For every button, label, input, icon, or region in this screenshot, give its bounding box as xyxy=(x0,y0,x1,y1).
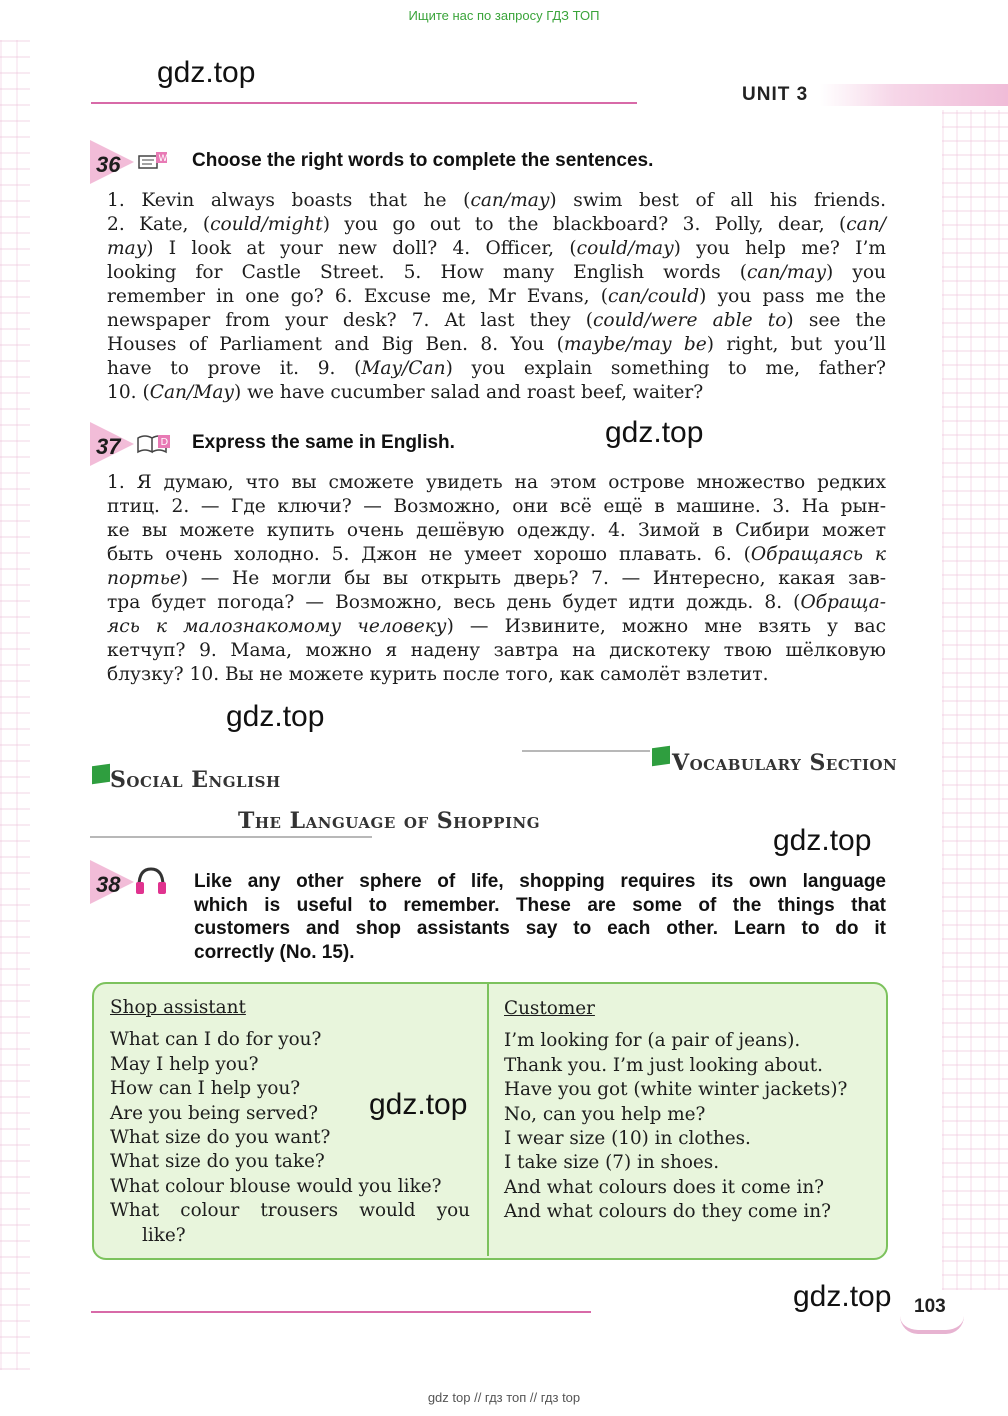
unit-bar xyxy=(820,84,1008,106)
exercise-36-line: newspaper from your desk? 7. At last they (could/were able to) see the xyxy=(107,310,887,331)
right-decoration xyxy=(942,110,1008,1290)
phrase: Thank you. I’m just looking about. xyxy=(504,1054,823,1076)
shop-assistant-heading: Shop assistant xyxy=(110,997,246,1018)
headphones-icon xyxy=(134,866,168,896)
phrase: I’m looking for (a pair of jeans). xyxy=(504,1030,801,1052)
exercise-37-line: ке вы можете купить очень дешёвую одежду. 4. Зимой в Сибири может xyxy=(107,520,886,541)
phrase: Are you being served? xyxy=(110,1102,318,1124)
phrase: What size do you take? xyxy=(110,1151,325,1173)
phrase: What can I do for you? xyxy=(110,1029,322,1051)
exercise-37-line: 1. Я думаю, что вы сможете увидеть на этом острове множество редких xyxy=(107,472,886,493)
phrase: How can I help you? xyxy=(110,1078,301,1100)
svg-text:W: W xyxy=(158,154,168,164)
phrase: Have you got (white winter jackets)? xyxy=(504,1079,848,1101)
watermark: gdz.top xyxy=(226,700,325,733)
phrase: I take size (7) in shoes. xyxy=(504,1152,720,1174)
exercise-38-line: which is useful to remember. These are some of the things that xyxy=(194,894,886,916)
phrase: No, can you help me? xyxy=(504,1103,706,1125)
shopping-rule xyxy=(90,836,372,838)
customer-column xyxy=(504,997,874,1225)
phrase: And what colours do they come in? xyxy=(504,1201,831,1223)
table-divider xyxy=(487,984,489,1256)
book-icon xyxy=(136,432,172,456)
exercise-36-line: have to prove it. 9. (May/Can) you explain something to me, father? xyxy=(107,358,886,379)
vocabulary-rule xyxy=(522,750,650,752)
watermark: gdz.top xyxy=(773,824,872,857)
exercise-38-line: correctly (No. 15). xyxy=(194,941,355,963)
watermark: gdz.top xyxy=(605,416,704,449)
page-number: 103 xyxy=(914,1296,946,1317)
page-number-swoosh xyxy=(900,1316,964,1334)
exercise-38-line: customers and shop assistants say to each other. Learn to do it xyxy=(194,918,886,939)
vocabulary-marker xyxy=(652,746,670,767)
exercise-37-line: быть очень холодно. 5. Джон не умеет хорошо плавать. 6. (Обращаясь к xyxy=(107,544,886,565)
svg-text:D: D xyxy=(160,437,169,448)
exercise-37-line: тра будет погода? — Возможно, весь день будет идти дождь. 8. (Обраща- xyxy=(107,592,886,613)
exercise-37-line: кетчуп? 9. Мама, можно я надену завтра на дискотеку твою шёлковую xyxy=(107,640,886,661)
exercise-36-line: 2. Kate, (could/might) you go out to the blackboard? 3. Polly, dear, (can/ xyxy=(107,214,886,235)
phrase: I wear size (10) in clothes. xyxy=(504,1128,751,1150)
vocabulary-section-heading: Vocabulary Section xyxy=(672,750,898,776)
phrase: like? xyxy=(142,1224,186,1246)
customer-heading: Customer xyxy=(504,998,595,1019)
phrase: May I help you? xyxy=(110,1053,259,1075)
exercise-36-line: may) I look at your new doll? 4. Officer, (could/may) you help me? I’m xyxy=(107,238,887,259)
footer-rule xyxy=(91,1311,591,1313)
watermark: gdz.top xyxy=(793,1280,892,1313)
exercise-37-line: ясь к малознакомому человеку) — Извините, можно мне взять у вас xyxy=(107,616,887,637)
exercise-37-line: портье) — Не могли бы вы открыть дверь? 7. — Интересно, какая зав- xyxy=(107,568,886,589)
phrase: And what colours does it come in? xyxy=(504,1176,825,1198)
social-english-heading: Social English xyxy=(110,767,281,793)
watermark: gdz.top xyxy=(369,1088,468,1121)
unit-label: UNIT 3 xyxy=(742,84,809,105)
exercise-37-line: блузку? 10. Вы не можете курить после того, как самолёт взлетит. xyxy=(107,664,769,685)
phrase: What colour trousers would you xyxy=(110,1200,470,1222)
phrase: What colour blouse would you like? xyxy=(110,1175,442,1197)
exercise-36-line: remember in one go? 6. Excuse me, Mr Evans, (can/could) you pass me the xyxy=(107,286,887,307)
exercise-38-text xyxy=(194,870,886,964)
exercise-36-line: 10. (Can/May) we have cucumber salad and roast beef, waiter? xyxy=(107,382,704,403)
shop-assistant-column xyxy=(110,996,470,1248)
exercise-36-line: Houses of Parliament and Big Ben. 8. You (maybe/may be) right, but you’ll xyxy=(107,334,886,355)
exercise-36-line: looking for Castle Street. 5. How many English words (can/may) you xyxy=(107,262,886,283)
exercise-37-title: Express the same in English. xyxy=(192,432,455,453)
top-banner: Ищите нас по запросу ГДЗ ТОП xyxy=(408,8,600,23)
footer: gdz top // гдз топ // гдз top xyxy=(427,1390,581,1405)
shopping-heading: The Language of Shopping xyxy=(238,808,541,834)
exercise-37-line: птиц. 2. — Где ключи? — Возможно, они всё ещё в машине. 3. На рын- xyxy=(107,496,886,517)
exercise-37-number: 37 xyxy=(96,434,121,459)
header-rule xyxy=(91,102,637,104)
exercise-36-line: 1. Kevin always boasts that he (can/may) swim best of all his friends. xyxy=(107,190,886,211)
exercise-36-title: Choose the right words to complete the sentences. xyxy=(192,150,654,171)
exercise-38-number: 38 xyxy=(96,872,121,897)
writing-icon xyxy=(136,150,168,174)
social-marker xyxy=(92,764,110,785)
exercise-38-line: Like any other sphere of life, shopping requires its own language xyxy=(194,871,886,892)
exercise-36-text xyxy=(107,189,886,405)
exercise-37-text xyxy=(107,471,886,687)
left-decoration xyxy=(0,40,30,1370)
exercise-36-number: 36 xyxy=(96,152,121,177)
watermark: gdz.top xyxy=(157,56,256,89)
phrase: What size do you want? xyxy=(110,1127,331,1149)
